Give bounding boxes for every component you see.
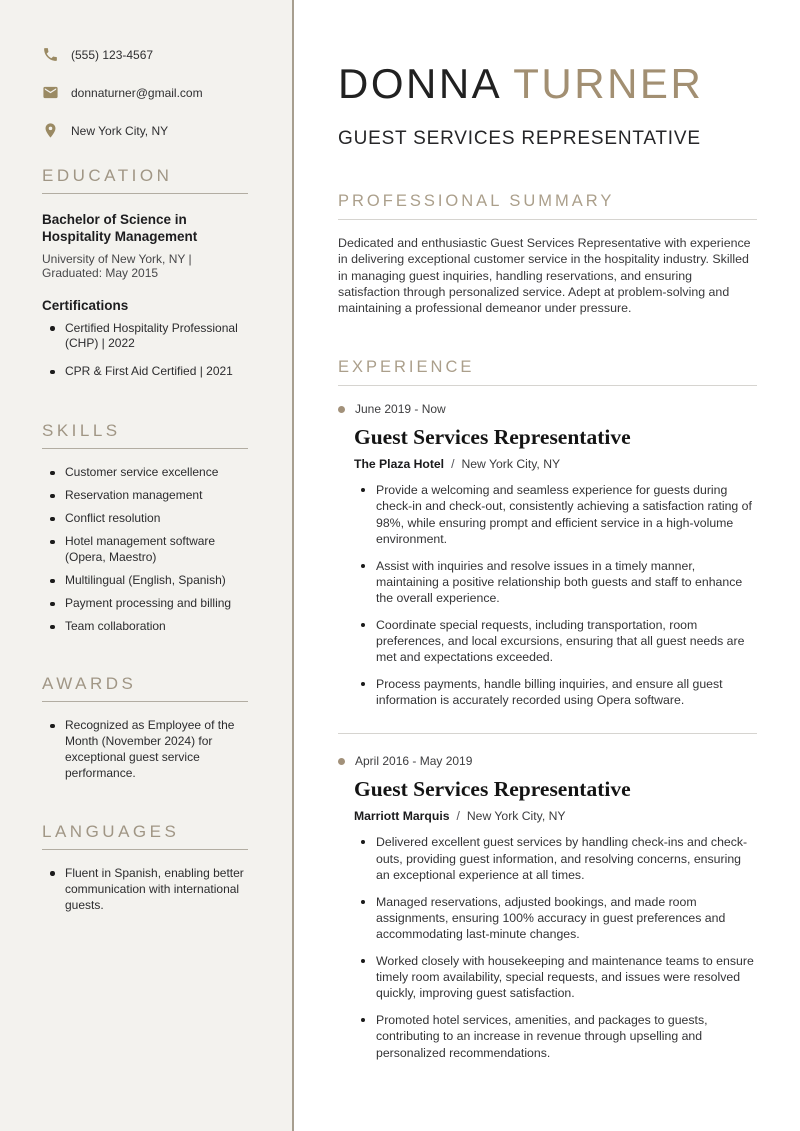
timeline-dot [338,758,345,765]
summary-section [338,192,757,316]
last-name: TURNER [513,60,704,107]
skill-item: Multilingual (English, Spanish) [42,573,248,589]
location-icon [42,122,59,139]
education-heading: EDUCATION [42,166,173,185]
email-icon [42,84,59,101]
job-company-row [354,809,757,823]
summary-heading: PROFESSIONAL SUMMARY [338,192,615,211]
company-separator: / [451,457,455,472]
education-rule [42,193,248,194]
summary-text: Dedicated and enthusiastic Guest Services Representative with experience in delivering exceptional customer service in the hospitality industry. Skilled in managing guest inquiries, handling reservations, and ensuring satisfaction through personalized service. Adept at problem-solving and maintaining a professional demeanor under pressure. [338,236,751,316]
skill-item: Hotel management software (Opera, Maestro) [42,534,248,566]
award-item: Recognized as Employee of the Month (November 2024) for exceptional guest service performance. [42,718,248,782]
company-name: Marriott Marquis [354,809,450,824]
skill-item: Customer service excellence [42,465,248,481]
location-text: New York City, NY [71,123,169,138]
education-section [42,166,248,380]
job-bullet: Coordinate special requests, including transportation, room preferences, and local excursions, ensuring that all guest needs are met and expectations exceeded. [338,617,757,665]
skills-heading: SKILLS [42,421,121,441]
job-dates-row [338,754,757,768]
candidate-job-title: GUEST SERVICES REPRESENTATIVE [338,128,701,150]
experience-section [338,358,757,1060]
certification-item: CPR & First Aid Certified | 2021 [42,364,248,380]
job-bullet: Process payments, handle billing inquiries, and ensure all guest information is accurately recorded using Opera software. [338,676,757,708]
job-title: Guest Services Representative [354,425,631,450]
degree-title: Bachelor of Science in Hospitality Management [42,212,198,244]
sidebar [0,0,294,1131]
job-bullets [338,482,757,708]
phone-icon [42,46,59,63]
skill-item: Team collaboration [42,619,248,635]
company-name: The Plaza Hotel [354,457,445,472]
job-bullet: Worked closely with housekeeping and maintenance teams to ensure timely room availability, special requests, and issues were resolved quickly, improving guest satisfaction. [338,953,757,1001]
skills-rule [42,448,248,449]
languages-heading: LANGUAGES [42,821,180,841]
company-separator: / [456,809,460,824]
experience-heading: EXPERIENCE [338,358,475,377]
school-line: University of New York, NY | Graduated: May 2015 [42,251,192,281]
job-dates: June 2019 - Now [355,402,446,417]
main-column [294,0,800,1131]
awards-heading: AWARDS [42,674,137,694]
candidate-name [338,62,757,106]
summary-rule [338,219,757,220]
skills-section [42,421,248,635]
company-location: New York City, NY [461,457,561,472]
job-bullet: Managed reservations, adjusted bookings, and made room assignments, ensuring 100% accuracy in guest preferences and accommodating last-minute changes. [338,894,757,942]
contact-row-location [42,122,248,139]
job-dates: April 2016 - May 2019 [355,754,473,769]
timeline-dot [338,406,345,413]
contact-row-email [42,84,248,101]
languages-rule [42,849,248,850]
awards-section [42,674,248,782]
languages-section [42,822,248,914]
job-dates-row [338,402,757,416]
company-location: New York City, NY [466,809,566,824]
job-title: Guest Services Representative [354,777,631,802]
job-bullet: Assist with inquiries and resolve issues in a timely manner, maintaining a positive relationship both guests and staff to enhance the overall experience. [338,558,757,606]
experience-entry [338,754,757,1060]
language-item: Fluent in Spanish, enabling better communication with international guests. [42,866,248,914]
contact-section [42,46,248,139]
experience-entry [338,402,757,708]
job-divider [338,733,757,734]
job-bullets [338,834,757,1060]
skill-item: Payment processing and billing [42,596,248,612]
certifications-list [42,321,248,381]
awards-list [42,718,248,782]
skill-item: Conflict resolution [42,511,248,527]
job-company-row [354,457,757,471]
skill-item: Reservation management [42,488,248,504]
certifications-title: Certifications [42,297,129,313]
email-address: donnaturner@gmail.com [71,85,203,100]
job-bullet: Provide a welcoming and seamless experience for guests during check-in and check-out, consistently achieving a satisfaction rating of 98%, while ensuring prompt and efficient service in a high-volume environment. [338,482,757,546]
awards-rule [42,701,248,702]
experience-rule [338,385,757,386]
phone-number: (555) 123-4567 [71,47,154,62]
job-bullet: Delivered excellent guest services by handling check-ins and check-outs, providing guest information, and resolving concerns, ensuring an exceptional experience at all times. [338,834,757,882]
job-bullet: Promoted hotel services, amenities, and packages to guests, contributing to an increase in revenue through upselling and personalized recommendations. [338,1012,757,1060]
first-name: DONNA [338,60,500,107]
skills-list [42,465,248,635]
contact-row-phone [42,46,248,63]
certification-item: Certified Hospitality Professional (CHP) | 2022 [42,321,248,353]
languages-list [42,866,248,914]
